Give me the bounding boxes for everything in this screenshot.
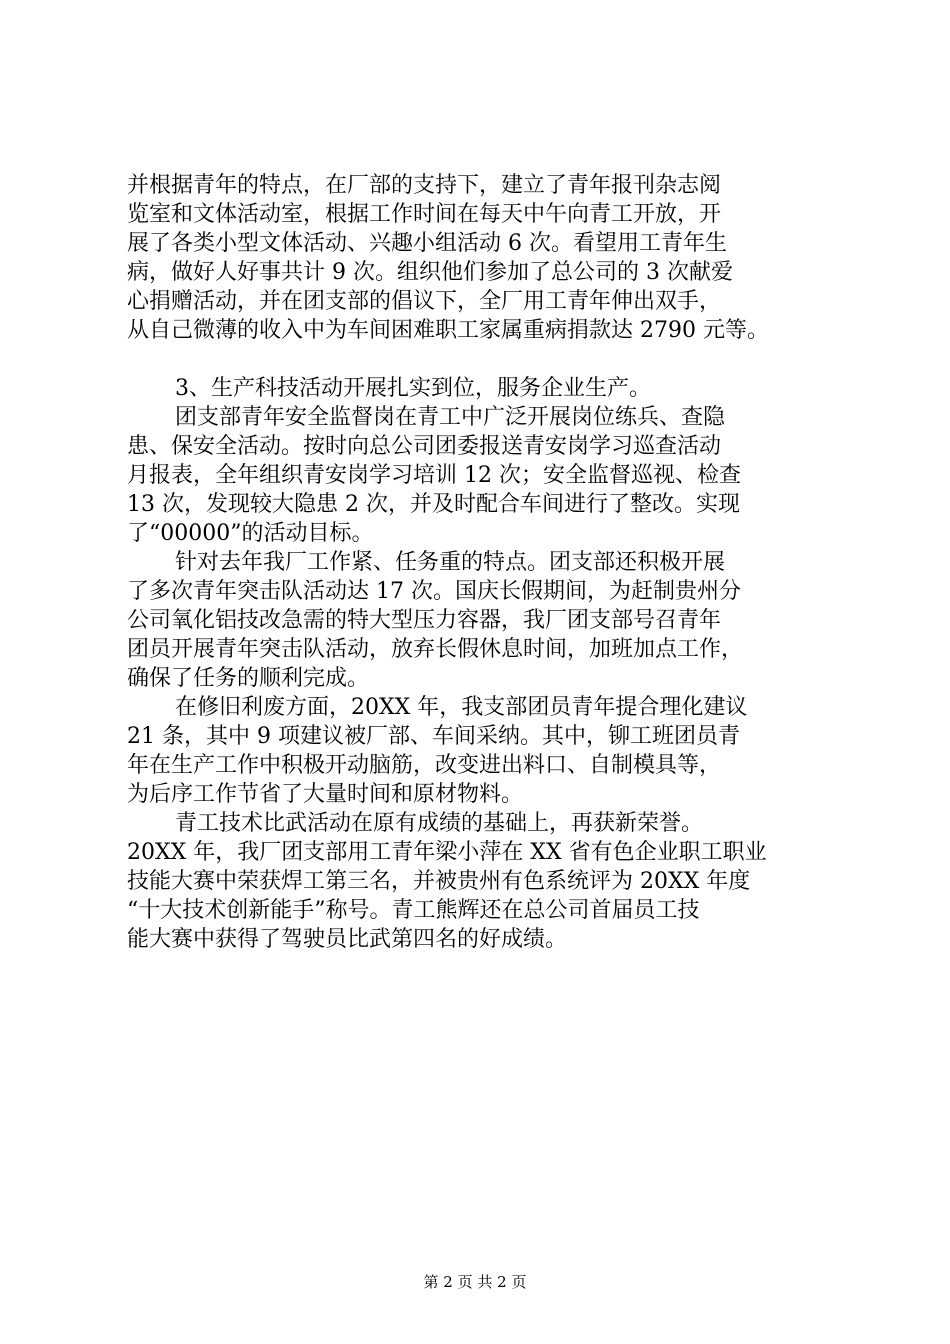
text-line: 展了各类小型文体活动、兴趣小组活动 6 次。看望用工青年生 — [127, 231, 727, 256]
paragraph-gap — [127, 345, 827, 374]
section-heading: 3、生产科技活动开展扎实到位，服务企业生产。 — [175, 376, 651, 401]
paragraph-recycling — [127, 693, 827, 809]
text-line: 心捐赠活动，并在团支部的倡议下，全厂用工青年伸出双手， — [127, 289, 722, 314]
text-line: 能大赛中获得了驾驶员比武第四名的好成绩。 — [127, 927, 568, 952]
text-line: 针对去年我厂工作紧、任务重的特点。团支部还积极开展 — [175, 550, 726, 575]
text-line: 患、保安全活动。按时向总公司团委报送青安岗学习巡查活动 — [127, 434, 722, 459]
text-line: 病，做好人好事共计 9 次。组织他们参加了总公司的 3 次献爱 — [127, 260, 733, 285]
paragraph-competition — [127, 809, 827, 954]
text-line: 团支部青年安全监督岗在青工中广泛开展岗位练兵、查隐 — [175, 405, 726, 430]
text-line: “十大技术创新能手”称号。青工熊辉还在总公司首届员工技 — [127, 898, 700, 923]
document-body — [127, 171, 827, 954]
text-line: 了多次青年突击队活动达 17 次。国庆长假期间，为赶制贵州分 — [127, 579, 741, 604]
text-line: 团员开展青年突击队活动，放弃长假休息时间，加班加点工作， — [127, 637, 744, 662]
text-line: 了“00000”的活动目标。 — [127, 521, 374, 546]
text-line: 13 次，发现较大隐患 2 次，并及时配合车间进行了整改。实现 — [127, 492, 740, 517]
text-line: 从自己微薄的收入中为车间困难职工家属重病捐款达 2790 元等。 — [127, 318, 769, 343]
text-line: 青工技术比武活动在原有成绩的基础上，再获新荣誉。 — [175, 811, 704, 836]
text-line: 公司氧化铝技改急需的特大型压力容器，我厂团支部号召青年 — [127, 608, 722, 633]
text-line: 为后序工作节省了大量时间和原材物料。 — [127, 782, 524, 807]
text-line: 技能大赛中荣获焊工第三名，并被贵州有色系统评为 20XX 年度 — [127, 869, 751, 894]
page-footer: 第 2 页 共 2 页 — [423, 1273, 527, 1291]
text-line: 月报表，全年组织青安岗学习培训 12 次；安全监督巡视、检查 — [127, 463, 741, 488]
text-line: 21 条，其中 9 项建议被厂部、车间采纳。其中，铆工班团员青 — [127, 724, 740, 749]
text-line: 在修旧利废方面，20XX 年，我支部团员青年提合理化建议 — [175, 695, 748, 720]
paragraph-safety — [127, 403, 827, 548]
text-line: 年在生产工作中积极开动脑筋，改变进出料口、自制模具等， — [127, 753, 722, 778]
text-line: 并根据青年的特点，在厂部的支持下，建立了青年报刊杂志阅 — [127, 173, 722, 198]
paragraph-activities — [127, 171, 827, 345]
text-line: 确保了任务的顺利完成。 — [127, 666, 370, 691]
text-line: 20XX 年，我厂团支部用工青年梁小萍在 XX 省有色企业职工职业 — [127, 840, 767, 865]
text-line: 览室和文体活动室，根据工作时间在每天中午向青工开放，开 — [127, 202, 722, 227]
paragraph-commando — [127, 548, 827, 693]
